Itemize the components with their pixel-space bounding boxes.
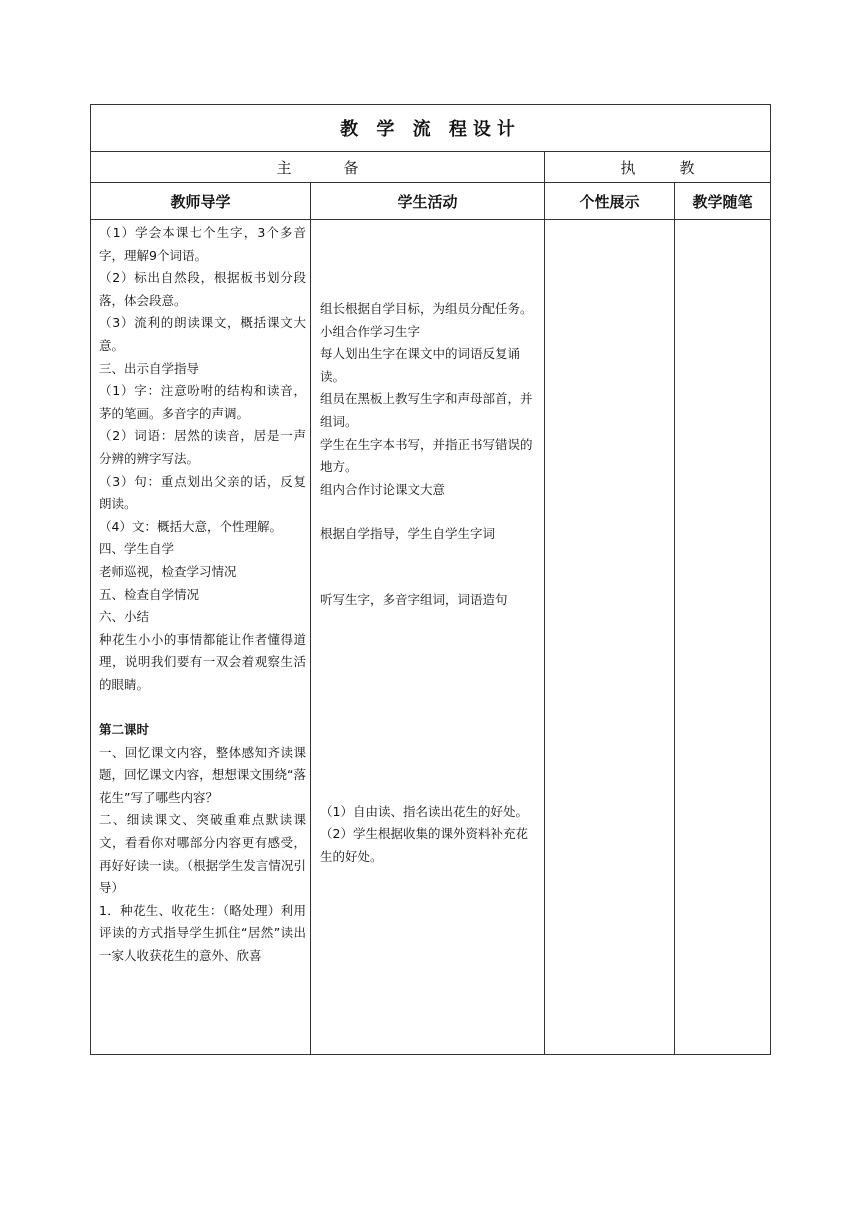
student-line: 学生在生字本书写，并指正书写错误的地方。: [320, 436, 533, 475]
teacher-line: 1．种花生、收花生：（略处理）利用评读的方式指导学生抓住“居然”读出一家人收获花生的意外、欣喜: [99, 902, 306, 963]
teacher-line: （2）词语：居然的读音，居是一声分辨的辨字写法。: [99, 428, 306, 466]
teacher-line: 五、检查自学情况: [99, 586, 200, 602]
exec-label-a: 执: [620, 158, 636, 177]
teacher-exec-cell: [545, 152, 771, 183]
teacher-line: （2）标出自然段，根据板书划分段落，体会段意。: [99, 270, 306, 308]
header-student-activity: 学生活动: [311, 183, 545, 220]
student-line: 组内合作讨论课文大意: [320, 481, 446, 497]
teacher-line: （1）字：注意吩咐的结构和读音，茅的笔画。多音字的声调。: [99, 383, 306, 421]
student-line: 组长根据自学目标，为组员分配任务。小组合作学习生字: [320, 301, 533, 339]
header-personal-display: 个性展示: [545, 183, 675, 220]
header-teacher-guide: 教师导学: [91, 183, 311, 220]
teacher-line: （4）文：概括大意，个性理解。: [99, 518, 282, 534]
header-teaching-notes: 教学随笔: [675, 183, 771, 220]
teacher-guide-cell: [91, 220, 311, 1055]
table-title: 教 学 流 程设计: [91, 105, 771, 152]
student-activity-cell: [311, 220, 545, 1055]
preparer-cell: [91, 152, 545, 183]
teaching-notes-cell: [675, 220, 771, 1055]
teacher-line: （3）流利的朗读课文，概括课文大意。: [99, 315, 306, 353]
teacher-line: （3）句：重点划出父亲的话，反复朗读。: [99, 473, 306, 512]
second-lesson-title: 第二课时: [99, 722, 150, 738]
teacher-line: 种花生小小的事情都能让作者懂得道理，说明我们要有一双会着观察生活的眼睛。: [99, 631, 306, 692]
personal-display-cell: [545, 220, 675, 1055]
preparer-label-b: 备: [343, 158, 359, 177]
student-line: （1）自由读、指名读出花生的好处。: [320, 803, 528, 819]
student-line: 每人划出生字在课文中的词语反复诵读。: [320, 346, 521, 384]
teacher-line: 四、学生自学: [99, 541, 175, 557]
student-line: 组员在黑板上教写生字和声母部首，并组词。: [320, 391, 533, 429]
teacher-line: （1）学会本课七个生字，3个多音字，理解9个词语。: [99, 225, 306, 263]
student-line: （2）学生根据收集的课外资料补充花生的好处。: [320, 826, 528, 864]
teacher-line: 二、细读课文、突破重难点默读课文，看看你对哪部分内容更有感受，再好好读一读。（根据学生发言情况引导）: [99, 812, 306, 896]
student-line: 听写生字，多音字组词，词语造句: [320, 591, 508, 607]
exec-label-b: 教: [679, 158, 695, 177]
teacher-line: 老师巡视，检查学习情况: [99, 563, 237, 579]
preparer-label-a: 主: [276, 158, 292, 177]
teacher-line: 六、小结: [99, 609, 150, 625]
student-line: 根据自学指导，学生自学生字词: [320, 526, 496, 542]
lesson-plan-table: [90, 104, 771, 1055]
teacher-line: 三、出示自学指导: [99, 360, 200, 376]
teacher-line: 一、回忆课文内容，整体感知齐读课题，回忆课文内容，想想课文围绕“落花生”写了哪些内容？: [99, 744, 306, 805]
